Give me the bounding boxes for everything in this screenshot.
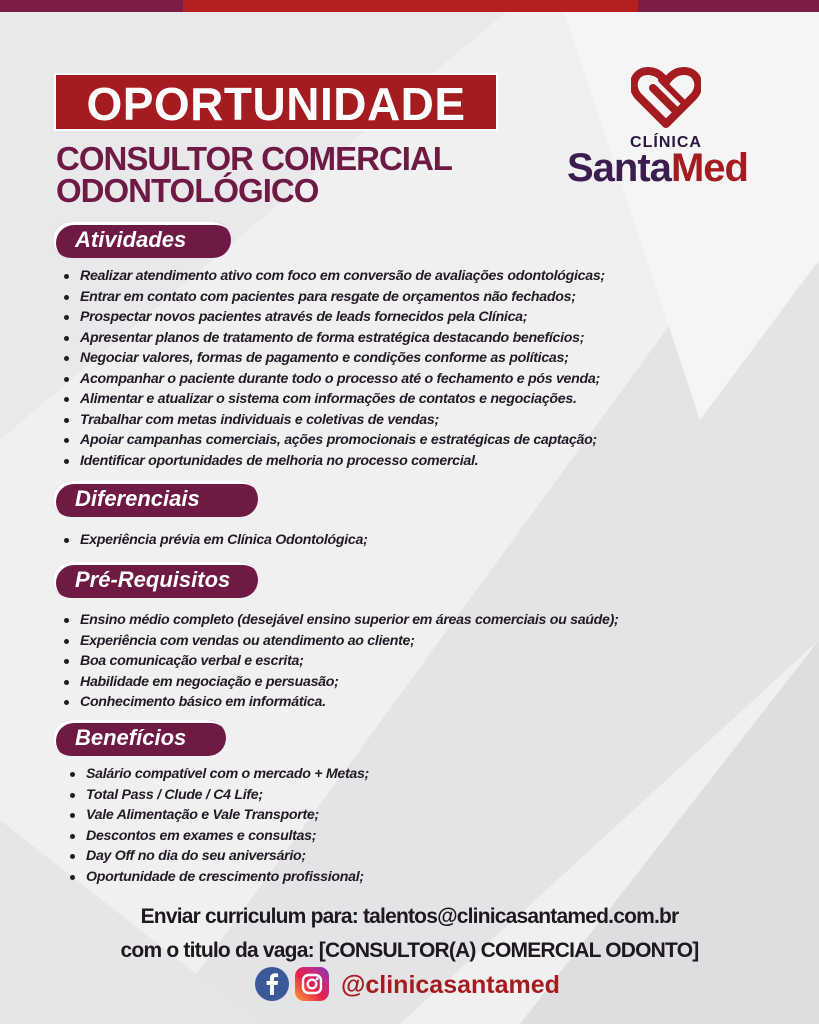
social-handle[interactable]: @clinicasantamed	[341, 971, 560, 999]
section-title-atividades: Atividades	[53, 222, 231, 258]
section-title-prerequisitos: Pré-Requisitos	[53, 562, 258, 598]
list-prerequisitos	[58, 610, 618, 713]
facebook-icon[interactable]	[255, 967, 289, 1001]
logo-prefix: CLÍNICA	[630, 134, 702, 151]
list-item: Day Off no dia do seu aniversário;	[64, 846, 369, 867]
list-item: Boa comunicação verbal e escrita;	[58, 651, 618, 672]
job-title-line-1: CONSULTOR COMERCIAL	[56, 140, 452, 177]
logo-wordmark	[567, 146, 777, 191]
subject-instruction: com o titulo da vaga: [CONSULTOR(A) COMERCIAL ODONTO]	[120, 939, 699, 962]
list-item: Negociar valores, formas de pagamento e condições conforme as políticas;	[58, 348, 605, 369]
job-title-line-2: ODONTOLÓGICO	[56, 172, 319, 209]
list-item: Total Pass / Clude / C4 Life;	[64, 785, 369, 806]
list-item: Realizar atendimento ativo com foco em conversão de avaliações odontológicas;	[58, 266, 605, 287]
list-item: Trabalhar com metas individuais e coletivas de vendas;	[58, 410, 605, 431]
list-beneficios	[64, 764, 369, 887]
list-item: Conhecimento básico em informática.	[58, 692, 618, 713]
list-item: Habilidade em negociação e persuasão;	[58, 672, 618, 693]
heart-icon	[631, 66, 701, 128]
clinic-logo	[563, 66, 773, 196]
list-item: Descontos em exames e consultas;	[64, 826, 369, 847]
headline-banner: OPORTUNIDADE	[54, 73, 498, 131]
list-item: Prospectar novos pacientes através de leads fornecidos pela Clínica;	[58, 307, 605, 328]
list-item: Vale Alimentação e Vale Transporte;	[64, 805, 369, 826]
list-item: Ensino médio completo (desejável ensino superior em áreas comerciais ou saúde);	[58, 610, 618, 631]
logo-name-santa: Santa	[567, 146, 671, 190]
list-item: Experiência prévia em Clínica Odontológica;	[58, 530, 368, 551]
list-item: Apresentar planos de tratamento de forma estratégica destacando benefícios;	[58, 328, 605, 349]
email-instruction[interactable]: Enviar curriculum para: talentos@clinicasantamed.com.br	[140, 905, 679, 928]
instagram-icon[interactable]	[295, 967, 329, 1001]
list-item: Alimentar e atualizar o sistema com informações de contatos e negociações.	[58, 389, 605, 410]
social-links	[255, 965, 595, 1005]
section-title-diferenciais: Diferenciais	[53, 481, 258, 517]
section-title-beneficios: Benefícios	[53, 720, 226, 756]
list-item: Salário compatível com o mercado + Metas;	[64, 764, 369, 785]
list-item: Oportunidade de crescimento profissional;	[64, 867, 369, 888]
job-title	[56, 140, 516, 209]
list-diferenciais	[58, 530, 368, 551]
list-item: Acompanhar o paciente durante todo o processo até o fechamento e pós venda;	[58, 369, 605, 390]
application-instructions	[0, 900, 819, 968]
list-item: Apoiar campanhas comerciais, ações promocionais e estratégicas de captação;	[58, 430, 605, 451]
list-atividades	[58, 266, 605, 471]
list-item: Entrar em contato com pacientes para resgate de orçamentos não fechados;	[58, 287, 605, 308]
list-item: Identificar oportunidades de melhoria no processo comercial.	[58, 451, 605, 472]
logo-name-med: Med	[670, 146, 748, 190]
list-item: Experiência com vendas ou atendimento ao cliente;	[58, 631, 618, 652]
